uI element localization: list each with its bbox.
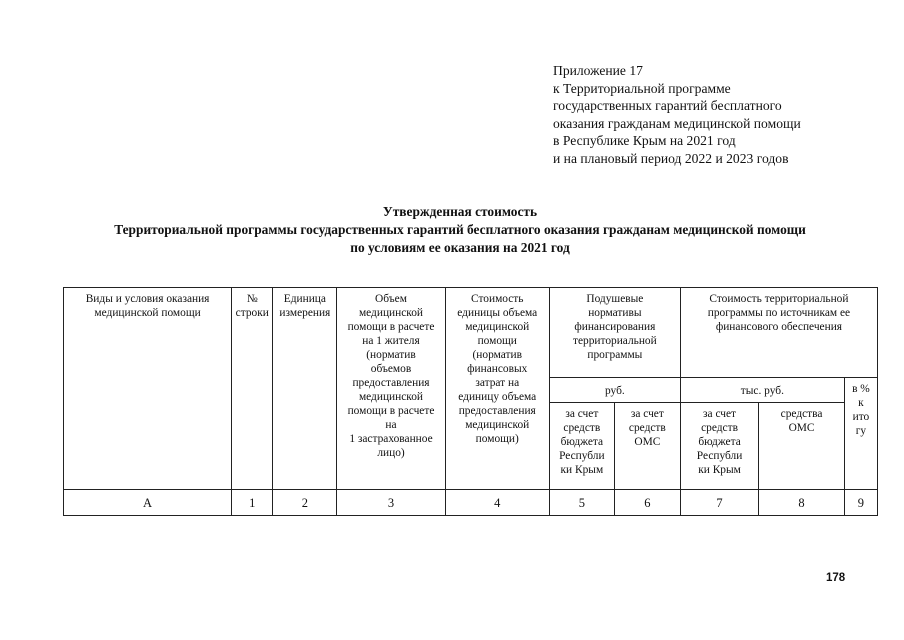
header-per-capita-norms: Подушевые нормативы финансирования территориальной программы xyxy=(549,288,680,378)
column-number: 2 xyxy=(273,490,337,516)
header-budget-thousand: за счет средств бюджета Республи ки Крым xyxy=(680,403,758,490)
cost-table xyxy=(63,287,878,516)
title-line: Территориальной программы государственных гарантий бесплатного оказания гражданам медицинской помощи xyxy=(114,222,806,237)
appendix-line: в Республике Крым на 2021 год xyxy=(553,133,736,149)
title-line: по условиям ее оказания на 2021 год xyxy=(350,240,570,255)
header-unit-rub: руб. xyxy=(549,378,680,403)
column-number: 9 xyxy=(844,490,877,516)
header-unit: Единица измерения xyxy=(273,288,337,490)
header-budget-rub: за счет средств бюджета Республи ки Крым xyxy=(549,403,614,490)
column-number: 7 xyxy=(680,490,758,516)
header-oms-rub: за счет средств ОМС xyxy=(614,403,680,490)
column-number: 6 xyxy=(614,490,680,516)
column-number: 1 xyxy=(232,490,273,516)
header-percent: в % к ито гу xyxy=(844,378,877,490)
header-row-number: № строки xyxy=(232,288,273,490)
column-number-row xyxy=(64,490,878,516)
header-kind: Виды и условия оказания медицинской помощи xyxy=(64,288,232,490)
page-number: 178 xyxy=(826,572,846,584)
header-unit-cost: Стоимость единицы объема медицинской помощи (норматив финансовых затрат на единицу объема предоставления медицинской помощи) xyxy=(445,288,549,490)
appendix-note xyxy=(553,62,873,168)
appendix-line: и на плановый период 2022 и 2023 годов xyxy=(553,150,789,166)
column-number: 8 xyxy=(759,490,845,516)
column-number: 3 xyxy=(337,490,445,516)
header-row xyxy=(64,288,878,378)
appendix-line: оказания гражданам медицинской помощи xyxy=(553,115,801,131)
column-number: 4 xyxy=(445,490,549,516)
appendix-line: государственных гарантий бесплатного xyxy=(553,98,782,114)
document-title xyxy=(40,203,880,257)
title-line: Утвержденная стоимость xyxy=(382,204,538,219)
header-program-cost: Стоимость территориальной программы по источникам ее финансового обеспечения xyxy=(680,288,877,378)
header-oms-thousand: средства ОМС xyxy=(759,403,845,490)
header-volume: Объем медицинской помощи в расчете на 1 жителя (норматив объемов предоставления медицинской помощи в расчете на 1 застрахованное лицо) xyxy=(337,288,445,490)
column-number: А xyxy=(64,490,232,516)
column-number: 5 xyxy=(549,490,614,516)
header-unit-thousand-rub: тыс. руб. xyxy=(680,378,844,403)
appendix-line: к Территориальной программе xyxy=(553,80,731,96)
appendix-line: Приложение 17 xyxy=(553,63,643,78)
